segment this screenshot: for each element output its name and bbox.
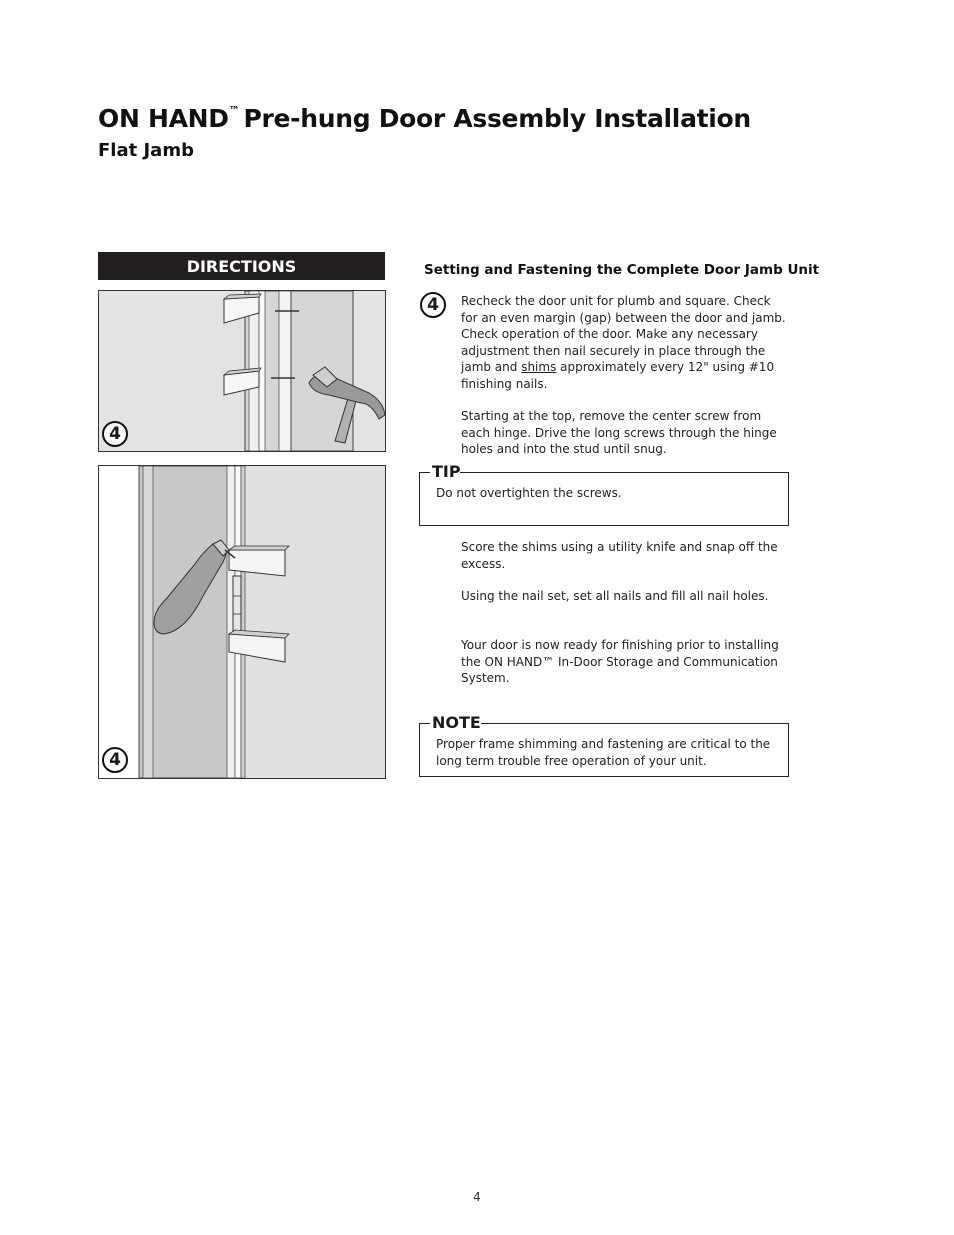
page-title	[98, 104, 751, 133]
instruction-paragraph-2: Starting at the top, remove the center screw from each hinge. Drive the long screws through the hinge holes and into the stud until snug.	[461, 409, 777, 456]
note-text: Proper frame shimming and fastening are critical to the long term trouble free operation of your unit.	[436, 737, 771, 768]
page-number: 4	[473, 1190, 481, 1204]
figure-step-badge: 4	[102, 747, 128, 773]
figure-step-badge: 4	[102, 421, 128, 447]
illustration-nailing-jamb	[98, 290, 386, 452]
directions-header	[98, 252, 385, 280]
instruction-paragraph-1	[461, 293, 789, 392]
para1-start: Recheck the door unit for plumb and square. Check for an even margin (gap) between the door and jamb. Check operation of the door. Make any necessary adjustment then nail securely in place through the jamb and	[461, 294, 786, 374]
tip-box	[419, 462, 789, 526]
instruction-paragraph-4: Using the nail set, set all nails and fill all nail holes.	[461, 589, 769, 603]
section-heading: Setting and Fastening the Complete Door Jamb Unit	[424, 262, 820, 278]
title-text: Pre-hung Door Assembly Installation	[243, 104, 751, 133]
directions-label: DIRECTIONS	[186, 256, 297, 276]
tip-label: TIP	[432, 462, 461, 481]
instruction-paragraph-3: Score the shims using a utility knife and snap off the excess.	[461, 540, 778, 571]
shims-term: shims	[521, 360, 557, 374]
note-box	[419, 713, 789, 777]
tip-text: Do not overtighten the screws.	[436, 486, 622, 500]
hinge-screws-drawing	[99, 466, 385, 778]
note-label: NOTE	[432, 713, 481, 732]
instruction-paragraph-5: Your door is now ready for finishing prior to installing the ON HAND™ In-Door Storage and Communication System.	[461, 638, 779, 685]
step-number-badge: 4	[420, 292, 446, 318]
nailing-jamb-drawing	[99, 291, 385, 451]
illustration-hinge-screws	[98, 465, 386, 779]
trademark-symbol: ™	[228, 103, 240, 117]
para1-end: approximately every 12" using #10 finishing nails.	[461, 360, 775, 391]
page-subtitle: Flat Jamb	[98, 140, 194, 161]
title-brand: ON HAND	[98, 104, 229, 133]
